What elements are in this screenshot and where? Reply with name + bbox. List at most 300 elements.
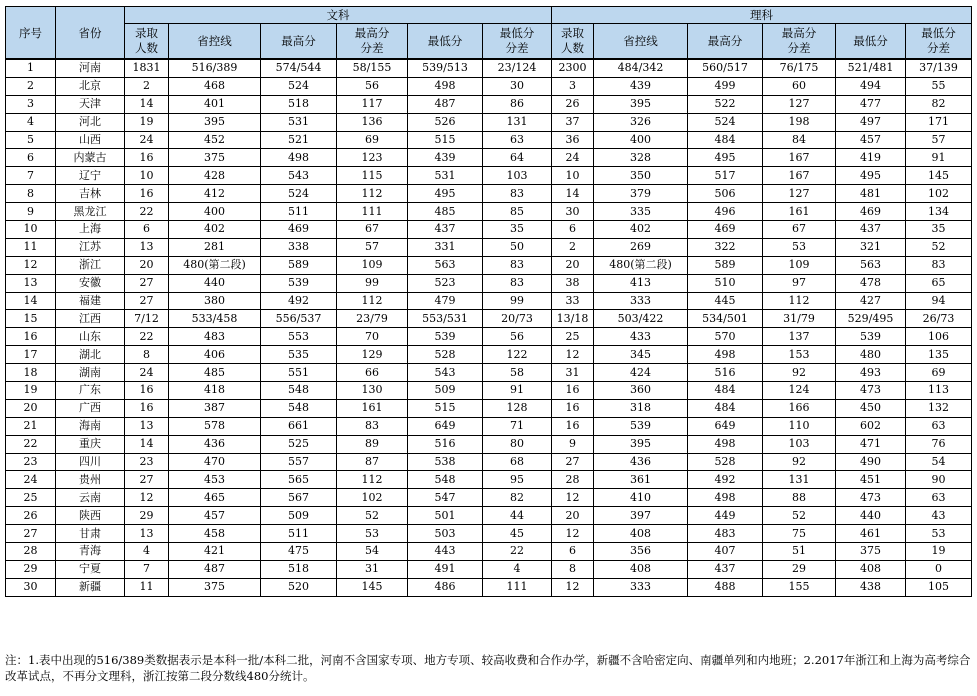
cell-province: 黑龙江: [56, 203, 125, 221]
cell-arts-min: 649: [408, 417, 483, 435]
cell-sci-control-line: 356: [594, 543, 688, 561]
cell-arts-enrolled: 14: [125, 435, 169, 453]
cell-province: 广西: [56, 399, 125, 417]
cell-sci-min-diff: 90: [906, 471, 972, 489]
table-row: [6, 274, 972, 292]
cell-sci-control-line: 345: [594, 346, 688, 364]
cell-sci-enrolled: 6: [552, 221, 594, 239]
cell-arts-max-diff: 66: [337, 364, 408, 382]
cell-sci-max: 495: [688, 149, 763, 167]
cell-arts-max: 557: [261, 453, 337, 471]
cell-arts-max-diff: 112: [337, 471, 408, 489]
cell-sci-enrolled: 24: [552, 149, 594, 167]
table-row: [6, 185, 972, 203]
cell-sci-max-diff: 76/175: [763, 59, 836, 77]
cell-sci-max: 488: [688, 578, 763, 596]
cell-seq: 19: [6, 382, 56, 400]
cell-sci-enrolled: 36: [552, 131, 594, 149]
header-arts-min-score: 最低分: [408, 24, 483, 60]
cell-sci-enrolled: 27: [552, 453, 594, 471]
cell-arts-enrolled: 19: [125, 113, 169, 131]
cell-province: 广东: [56, 382, 125, 400]
cell-arts-min: 509: [408, 382, 483, 400]
cell-arts-min-diff: 91: [483, 382, 552, 400]
cell-arts-max-diff: 70: [337, 328, 408, 346]
cell-sci-max-diff: 53: [763, 238, 836, 256]
cell-arts-min: 437: [408, 221, 483, 239]
cell-seq: 12: [6, 256, 56, 274]
cell-arts-min-diff: 44: [483, 507, 552, 525]
cell-arts-max-diff: 117: [337, 95, 408, 113]
cell-sci-max: 589: [688, 256, 763, 274]
table-row: [6, 489, 972, 507]
cell-arts-min-diff: 56: [483, 328, 552, 346]
cell-arts-control-line: 412: [169, 185, 261, 203]
cell-sci-enrolled: 16: [552, 382, 594, 400]
cell-sci-min: 473: [836, 382, 906, 400]
cell-sci-control-line: 335: [594, 203, 688, 221]
cell-arts-min-diff: 4: [483, 560, 552, 578]
cell-seq: 5: [6, 131, 56, 149]
cell-arts-max-diff: 87: [337, 453, 408, 471]
cell-sci-max-diff: 29: [763, 560, 836, 578]
cell-arts-max: 338: [261, 238, 337, 256]
cell-province: 辽宁: [56, 167, 125, 185]
table-row: [6, 453, 972, 471]
cell-arts-control-line: 480(第二段): [169, 256, 261, 274]
cell-sci-min: 602: [836, 417, 906, 435]
cell-province: 宁夏: [56, 560, 125, 578]
cell-seq: 24: [6, 471, 56, 489]
cell-arts-max-diff: 109: [337, 256, 408, 274]
header-science: 理科: [552, 7, 972, 24]
cell-sci-min-diff: 145: [906, 167, 972, 185]
cell-sci-max: 483: [688, 525, 763, 543]
cell-arts-min: 523: [408, 274, 483, 292]
cell-sci-min: 493: [836, 364, 906, 382]
cell-arts-max: 469: [261, 221, 337, 239]
cell-sci-max: 499: [688, 77, 763, 95]
cell-sci-min-diff: 105: [906, 578, 972, 596]
cell-sci-max: 498: [688, 435, 763, 453]
cell-arts-min: 485: [408, 203, 483, 221]
cell-arts-min: 491: [408, 560, 483, 578]
cell-arts-max: 551: [261, 364, 337, 382]
cell-arts-max: 520: [261, 578, 337, 596]
cell-arts-min: 515: [408, 131, 483, 149]
cell-sci-control-line: 400: [594, 131, 688, 149]
header-seq: 序号: [6, 7, 56, 60]
cell-sci-max: 469: [688, 221, 763, 239]
cell-sci-max: 407: [688, 543, 763, 561]
cell-arts-max: 521: [261, 131, 337, 149]
cell-sci-max-diff: 75: [763, 525, 836, 543]
cell-arts-enrolled: 2: [125, 77, 169, 95]
cell-seq: 2: [6, 77, 56, 95]
header-science-min-score: 最低分: [836, 24, 906, 60]
cell-seq: 1: [6, 59, 56, 77]
cell-sci-control-line: 360: [594, 382, 688, 400]
cell-arts-max: 475: [261, 543, 337, 561]
cell-arts-max: 509: [261, 507, 337, 525]
cell-sci-control-line: 433: [594, 328, 688, 346]
cell-province: 天津: [56, 95, 125, 113]
cell-sci-max: 534/501: [688, 310, 763, 328]
cell-sci-enrolled: 28: [552, 471, 594, 489]
cell-sci-enrolled: 2: [552, 238, 594, 256]
table-row: [6, 77, 972, 95]
cell-sci-min: 471: [836, 435, 906, 453]
cell-sci-control-line: 397: [594, 507, 688, 525]
cell-sci-min: 497: [836, 113, 906, 131]
cell-sci-control-line: 395: [594, 435, 688, 453]
cell-sci-max-diff: 155: [763, 578, 836, 596]
cell-seq: 22: [6, 435, 56, 453]
cell-province: 海南: [56, 417, 125, 435]
cell-sci-enrolled: 30: [552, 203, 594, 221]
cell-sci-min: 529/495: [836, 310, 906, 328]
cell-sci-min: 375: [836, 543, 906, 561]
cell-sci-max: 492: [688, 471, 763, 489]
cell-sci-max: 484: [688, 131, 763, 149]
cell-arts-control-line: 483: [169, 328, 261, 346]
cell-arts-min-diff: 122: [483, 346, 552, 364]
cell-sci-min-diff: 102: [906, 185, 972, 203]
cell-arts-min-diff: 22: [483, 543, 552, 561]
cell-arts-control-line: 465: [169, 489, 261, 507]
cell-arts-control-line: 281: [169, 238, 261, 256]
cell-arts-control-line: 395: [169, 113, 261, 131]
cell-sci-max-diff: 131: [763, 471, 836, 489]
cell-sci-max-diff: 167: [763, 149, 836, 167]
cell-arts-enrolled: 10: [125, 167, 169, 185]
cell-arts-min-diff: 99: [483, 292, 552, 310]
cell-seq: 4: [6, 113, 56, 131]
cell-sci-max-diff: 92: [763, 364, 836, 382]
cell-sci-min-diff: 53: [906, 525, 972, 543]
cell-sci-enrolled: 10: [552, 167, 594, 185]
cell-seq: 6: [6, 149, 56, 167]
table-row: [6, 471, 972, 489]
cell-sci-enrolled: 31: [552, 364, 594, 382]
cell-arts-control-line: 436: [169, 435, 261, 453]
cell-sci-control-line: 333: [594, 292, 688, 310]
cell-arts-enrolled: 6: [125, 221, 169, 239]
cell-arts-min: 503: [408, 525, 483, 543]
cell-arts-max: 518: [261, 560, 337, 578]
cell-arts-min: 486: [408, 578, 483, 596]
cell-sci-control-line: 439: [594, 77, 688, 95]
cell-arts-enrolled: 7: [125, 560, 169, 578]
cell-sci-min-diff: 37/139: [906, 59, 972, 77]
cell-sci-max-diff: 112: [763, 292, 836, 310]
cell-sci-min: 490: [836, 453, 906, 471]
cell-arts-control-line: 401: [169, 95, 261, 113]
cell-sci-min: 440: [836, 507, 906, 525]
cell-arts-max: 524: [261, 77, 337, 95]
cell-arts-enrolled: 11: [125, 578, 169, 596]
cell-arts-control-line: 402: [169, 221, 261, 239]
cell-sci-max-diff: 97: [763, 274, 836, 292]
cell-sci-max: 649: [688, 417, 763, 435]
cell-arts-max-diff: 58/155: [337, 59, 408, 77]
header-arts-max-score: 最高分: [261, 24, 337, 60]
table-row: [6, 131, 972, 149]
cell-seq: 20: [6, 399, 56, 417]
cell-sci-min: 408: [836, 560, 906, 578]
cell-arts-min: 443: [408, 543, 483, 561]
cell-sci-control-line: 484/342: [594, 59, 688, 77]
cell-arts-min: 539: [408, 328, 483, 346]
cell-arts-control-line: 516/389: [169, 59, 261, 77]
cell-arts-control-line: 406: [169, 346, 261, 364]
cell-arts-max: 531: [261, 113, 337, 131]
cell-sci-max: 484: [688, 382, 763, 400]
cell-sci-max: 524: [688, 113, 763, 131]
cell-sci-min-diff: 54: [906, 453, 972, 471]
cell-sci-max-diff: 84: [763, 131, 836, 149]
cell-seq: 14: [6, 292, 56, 310]
cell-sci-max-diff: 127: [763, 185, 836, 203]
cell-arts-max: 589: [261, 256, 337, 274]
cell-sci-control-line: 503/422: [594, 310, 688, 328]
cell-arts-min-diff: 58: [483, 364, 552, 382]
table-row: [6, 59, 972, 77]
cell-province: 山西: [56, 131, 125, 149]
cell-sci-min: 477: [836, 95, 906, 113]
cell-arts-enrolled: 7/12: [125, 310, 169, 328]
cell-sci-control-line: 379: [594, 185, 688, 203]
cell-arts-min: 331: [408, 238, 483, 256]
cell-sci-max: 522: [688, 95, 763, 113]
cell-arts-enrolled: 4: [125, 543, 169, 561]
cell-seq: 21: [6, 417, 56, 435]
table-row: [6, 328, 972, 346]
cell-arts-control-line: 375: [169, 149, 261, 167]
cell-arts-enrolled: 20: [125, 256, 169, 274]
cell-sci-enrolled: 2300: [552, 59, 594, 77]
cell-sci-max: 528: [688, 453, 763, 471]
cell-province: 新疆: [56, 578, 125, 596]
cell-sci-min: 450: [836, 399, 906, 417]
cell-arts-max: 539: [261, 274, 337, 292]
cell-sci-max-diff: 198: [763, 113, 836, 131]
cell-seq: 7: [6, 167, 56, 185]
cell-sci-min-diff: 94: [906, 292, 972, 310]
cell-sci-control-line: 350: [594, 167, 688, 185]
cell-arts-control-line: 428: [169, 167, 261, 185]
cell-seq: 3: [6, 95, 56, 113]
cell-province: 甘肃: [56, 525, 125, 543]
cell-arts-min: 495: [408, 185, 483, 203]
cell-sci-max-diff: 88: [763, 489, 836, 507]
cell-sci-max-diff: 31/79: [763, 310, 836, 328]
cell-sci-max: 570: [688, 328, 763, 346]
cell-arts-min-diff: 71: [483, 417, 552, 435]
cell-sci-enrolled: 13/18: [552, 310, 594, 328]
cell-sci-min: 563: [836, 256, 906, 274]
cell-arts-max-diff: 83: [337, 417, 408, 435]
cell-arts-control-line: 452: [169, 131, 261, 149]
cell-sci-min-diff: 19: [906, 543, 972, 561]
cell-sci-max-diff: 67: [763, 221, 836, 239]
cell-arts-enrolled: 13: [125, 238, 169, 256]
cell-arts-max-diff: 56: [337, 77, 408, 95]
cell-arts-max: 535: [261, 346, 337, 364]
cell-arts-max: 548: [261, 399, 337, 417]
cell-sci-min-diff: 52: [906, 238, 972, 256]
cell-arts-control-line: 470: [169, 453, 261, 471]
table-row: [6, 167, 972, 185]
cell-arts-min-diff: 83: [483, 256, 552, 274]
cell-sci-min: 494: [836, 77, 906, 95]
cell-arts-enrolled: 27: [125, 471, 169, 489]
cell-arts-control-line: 440: [169, 274, 261, 292]
header-province: 省份: [56, 7, 125, 60]
cell-sci-max-diff: 109: [763, 256, 836, 274]
cell-sci-max: 322: [688, 238, 763, 256]
cell-sci-enrolled: 33: [552, 292, 594, 310]
cell-sci-min-diff: 132: [906, 399, 972, 417]
cell-arts-max-diff: 161: [337, 399, 408, 417]
cell-sci-min: 521/481: [836, 59, 906, 77]
cell-province: 上海: [56, 221, 125, 239]
cell-sci-max-diff: 51: [763, 543, 836, 561]
cell-sci-enrolled: 12: [552, 578, 594, 596]
cell-sci-min-diff: 65: [906, 274, 972, 292]
cell-sci-max: 484: [688, 399, 763, 417]
table-row: [6, 382, 972, 400]
cell-sci-min-diff: 171: [906, 113, 972, 131]
cell-sci-control-line: 395: [594, 95, 688, 113]
cell-seq: 10: [6, 221, 56, 239]
cell-sci-control-line: 436: [594, 453, 688, 471]
cell-province: 吉林: [56, 185, 125, 203]
cell-arts-min: 515: [408, 399, 483, 417]
cell-seq: 13: [6, 274, 56, 292]
cell-sci-min: 438: [836, 578, 906, 596]
cell-arts-min-diff: 85: [483, 203, 552, 221]
cell-arts-min-diff: 82: [483, 489, 552, 507]
cell-arts-min-diff: 23/124: [483, 59, 552, 77]
cell-arts-min: 439: [408, 149, 483, 167]
cell-province: 重庆: [56, 435, 125, 453]
cell-sci-max-diff: 124: [763, 382, 836, 400]
cell-sci-enrolled: 12: [552, 489, 594, 507]
cell-arts-enrolled: 13: [125, 417, 169, 435]
cell-sci-control-line: 318: [594, 399, 688, 417]
cell-seq: 30: [6, 578, 56, 596]
table-row: [6, 238, 972, 256]
cell-sci-max-diff: 60: [763, 77, 836, 95]
cell-sci-min: 427: [836, 292, 906, 310]
table-row: [6, 543, 972, 561]
table-row: [6, 346, 972, 364]
cell-arts-min: 539/513: [408, 59, 483, 77]
cell-arts-max: 553: [261, 328, 337, 346]
cell-sci-min: 457: [836, 131, 906, 149]
cell-arts-max-diff: 52: [337, 507, 408, 525]
cell-arts-min: 526: [408, 113, 483, 131]
cell-sci-min: 481: [836, 185, 906, 203]
cell-arts-enrolled: 13: [125, 525, 169, 543]
cell-seq: 26: [6, 507, 56, 525]
cell-sci-min: 495: [836, 167, 906, 185]
cell-sci-min-diff: 69: [906, 364, 972, 382]
cell-sci-min-diff: 135: [906, 346, 972, 364]
cell-province: 山东: [56, 328, 125, 346]
header-arts-control-line: 省控线: [169, 24, 261, 60]
cell-province: 浙江: [56, 256, 125, 274]
cell-arts-max-diff: 69: [337, 131, 408, 149]
cell-arts-max: 543: [261, 167, 337, 185]
cell-arts-min-diff: 103: [483, 167, 552, 185]
cell-sci-max: 449: [688, 507, 763, 525]
cell-sci-min: 451: [836, 471, 906, 489]
cell-arts-min: 498: [408, 77, 483, 95]
cell-sci-control-line: 408: [594, 560, 688, 578]
cell-sci-min-diff: 76: [906, 435, 972, 453]
cell-province: 北京: [56, 77, 125, 95]
header-arts-enrolled: 录取 人数: [125, 24, 169, 60]
cell-seq: 25: [6, 489, 56, 507]
cell-sci-control-line: 410: [594, 489, 688, 507]
cell-arts-min-diff: 30: [483, 77, 552, 95]
table-row: [6, 256, 972, 274]
cell-sci-max-diff: 127: [763, 95, 836, 113]
cell-sci-enrolled: 26: [552, 95, 594, 113]
cell-arts-control-line: 421: [169, 543, 261, 561]
cell-arts-control-line: 387: [169, 399, 261, 417]
cell-seq: 29: [6, 560, 56, 578]
cell-arts-max: 556/537: [261, 310, 337, 328]
table-header: [6, 7, 972, 60]
cell-arts-max-diff: 130: [337, 382, 408, 400]
cell-seq: 27: [6, 525, 56, 543]
cell-sci-enrolled: 12: [552, 525, 594, 543]
cell-arts-max-diff: 67: [337, 221, 408, 239]
cell-arts-min-diff: 111: [483, 578, 552, 596]
cell-province: 内蒙古: [56, 149, 125, 167]
cell-sci-min-diff: 57: [906, 131, 972, 149]
header-science-min-diff: 最低分 分差: [906, 24, 972, 60]
cell-arts-max-diff: 115: [337, 167, 408, 185]
cell-province: 湖北: [56, 346, 125, 364]
cell-arts-min: 543: [408, 364, 483, 382]
cell-sci-enrolled: 12: [552, 346, 594, 364]
cell-arts-enrolled: 29: [125, 507, 169, 525]
cell-sci-enrolled: 25: [552, 328, 594, 346]
cell-sci-control-line: 333: [594, 578, 688, 596]
table-row: [6, 560, 972, 578]
cell-province: 贵州: [56, 471, 125, 489]
cell-sci-max: 437: [688, 560, 763, 578]
cell-province: 河南: [56, 59, 125, 77]
cell-arts-min: 516: [408, 435, 483, 453]
header-arts-min-diff: 最低分 分差: [483, 24, 552, 60]
cell-arts-max: 524: [261, 185, 337, 203]
footnote: 注：1.表中出现的516/389类数据表示是本科一批/本科二批，河南不含国家专项、地方专项、较高收费和合作办学，新疆不含哈密定向、南疆单列和内地班；2.2017年浙江和上海为高考综合改革试点，不再分文理科，浙江按第二段分数线480分统计。: [5, 653, 971, 683]
cell-seq: 8: [6, 185, 56, 203]
header-science-control-line: 省控线: [594, 24, 688, 60]
cell-sci-min-diff: 82: [906, 95, 972, 113]
cell-arts-min: 553/531: [408, 310, 483, 328]
cell-arts-control-line: 457: [169, 507, 261, 525]
cell-arts-max: 518: [261, 95, 337, 113]
cell-sci-min-diff: 106: [906, 328, 972, 346]
cell-sci-enrolled: 14: [552, 185, 594, 203]
cell-sci-min: 469: [836, 203, 906, 221]
